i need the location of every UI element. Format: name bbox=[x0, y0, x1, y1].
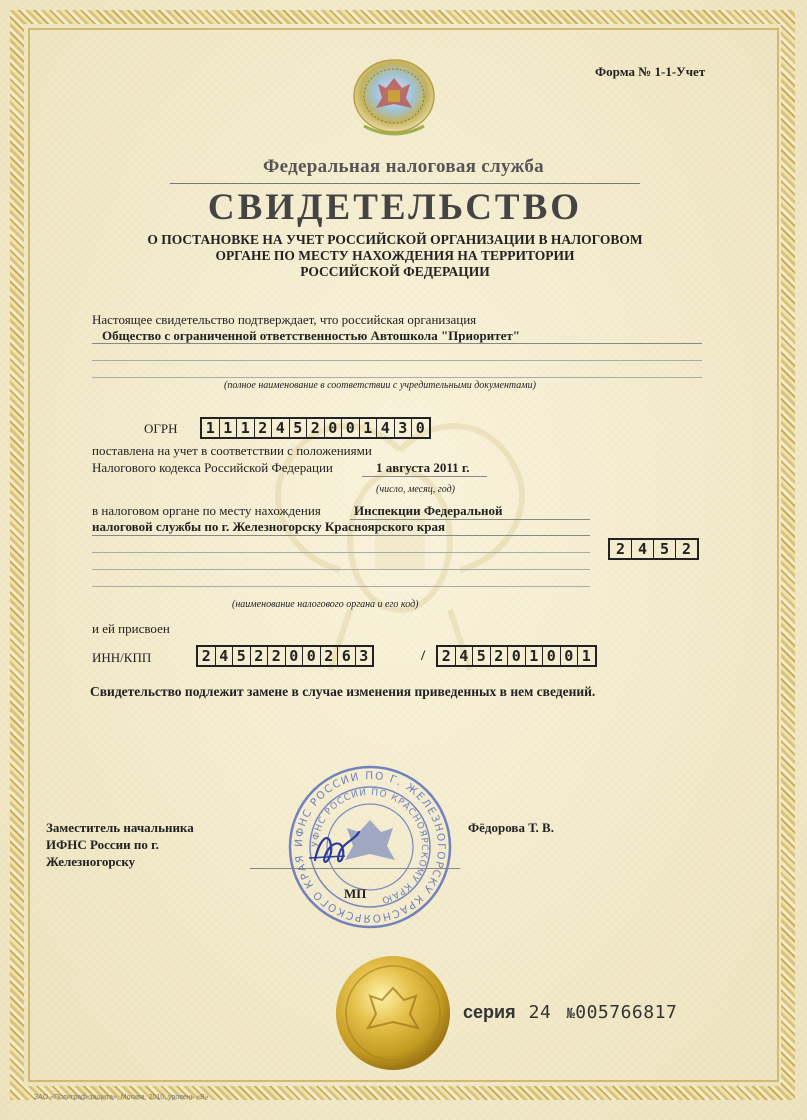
ogrn-digit: 1 bbox=[237, 419, 255, 437]
inn-kpp-label: ИНН/КПП bbox=[92, 650, 152, 665]
kpp-digit: 1 bbox=[581, 647, 591, 665]
tax-office-name-line2: налоговой службы по г. Железногорску Красноярского края bbox=[92, 519, 446, 534]
tax-office-code-boxes bbox=[608, 538, 699, 560]
signature-line bbox=[250, 868, 460, 869]
signature-icon bbox=[305, 820, 375, 880]
inn-digit: 2 bbox=[198, 647, 216, 665]
tax-office-note: (наименование налогового органа и его код) bbox=[232, 599, 419, 610]
ogrn-digit: 3 bbox=[395, 419, 413, 437]
kpp-digit: 2 bbox=[491, 647, 509, 665]
tax-code-digit: 5 bbox=[654, 540, 676, 558]
kpp-digit: 5 bbox=[473, 647, 491, 665]
inn-digit: 0 bbox=[286, 647, 304, 665]
tax-office-name-line1: Инспекции Федеральной bbox=[354, 503, 503, 518]
inn-digit: 2 bbox=[251, 647, 269, 665]
registration-date: 1 августа 2011 г. bbox=[376, 460, 470, 475]
org-name-line bbox=[92, 377, 702, 378]
certificate-subtitle bbox=[0, 232, 790, 280]
inn-digit: 3 bbox=[359, 647, 369, 665]
inn-digit: 4 bbox=[216, 647, 234, 665]
agency-underline bbox=[170, 183, 640, 184]
series-number bbox=[463, 1002, 677, 1023]
tax-code-digit: 2 bbox=[610, 540, 632, 558]
kpp-digit: 0 bbox=[508, 647, 526, 665]
number-sign: № bbox=[566, 1006, 576, 1022]
inn-digit-boxes bbox=[196, 645, 374, 667]
date-note: (число, месяц, год) bbox=[376, 484, 455, 495]
ogrn-digit: 2 bbox=[255, 419, 273, 437]
kpp-digit: 4 bbox=[456, 647, 474, 665]
inn-digit: 6 bbox=[338, 647, 356, 665]
subtitle-line: О ПОСТАНОВКЕ НА УЧЕТ РОССИЙСКОЙ ОРГАНИЗАЦИИ В НАЛОГОВОМ bbox=[147, 232, 643, 247]
registered-text-line2: Налогового кодекса Российской Федерации bbox=[92, 460, 333, 475]
signer-position-line: Железногорску bbox=[46, 854, 136, 869]
series-label: серия bbox=[463, 1002, 516, 1022]
org-name-line bbox=[92, 360, 702, 361]
agency-name: Федеральная налоговая служба bbox=[263, 156, 544, 177]
ogrn-digit: 5 bbox=[290, 419, 308, 437]
replacement-notice: Свидетельство подлежит замене в случае изменения приведенных в нем сведений. bbox=[90, 684, 596, 699]
inn-digit: 2 bbox=[268, 647, 286, 665]
stamp-outer-text: ИФНС РОССИИ ПО Г. ЖЕЛЕЗНОГОРСКУ КРАСНОЯРСКОГО КРАЯ bbox=[292, 769, 448, 925]
stamp-place-mark: МП bbox=[344, 886, 367, 901]
inn-digit: 0 bbox=[303, 647, 321, 665]
tax-office-line bbox=[92, 569, 590, 570]
printer-note: ЗАО «Полиграф-защита», Москва, 2010, уровень «В» bbox=[34, 1094, 209, 1101]
tax-code-digit: 2 bbox=[681, 540, 692, 558]
ogrn-digit: 0 bbox=[325, 419, 343, 437]
ogrn-digit: 1 bbox=[360, 419, 378, 437]
hologram-emblem-icon bbox=[350, 58, 438, 140]
kpp-digit-boxes bbox=[436, 645, 597, 667]
ogrn-digit: 1 bbox=[220, 419, 238, 437]
ogrn-digit: 4 bbox=[377, 419, 395, 437]
organization-name: Общество с ограниченной ответственностью Автошкола "Приоритет" bbox=[102, 328, 520, 343]
series-value: 24 bbox=[528, 1002, 552, 1023]
org-name-line bbox=[92, 343, 702, 344]
inn-kpp-separator: / bbox=[421, 648, 426, 664]
inn-digit: 2 bbox=[321, 647, 339, 665]
ogrn-digit: 2 bbox=[307, 419, 325, 437]
ogrn-label: ОГРН bbox=[144, 421, 178, 436]
ogrn-digit: 1 bbox=[202, 419, 220, 437]
tax-office-line bbox=[92, 535, 590, 536]
assigned-text: и ей присвоен bbox=[92, 621, 170, 636]
ogrn-digit: 4 bbox=[272, 419, 290, 437]
subtitle-line: ОРГАНЕ ПО МЕСТУ НАХОЖДЕНИЯ НА ТЕРРИТОРИИ bbox=[215, 248, 575, 263]
inn-digit: 5 bbox=[233, 647, 251, 665]
form-number: Форма № 1-1-Учет bbox=[595, 64, 706, 79]
gold-seal-icon bbox=[334, 954, 452, 1072]
date-underline bbox=[362, 476, 487, 477]
blank-number: 005766817 bbox=[575, 1002, 678, 1023]
ogrn-digit: 0 bbox=[415, 419, 425, 437]
signer-position-line: ИФНС России по г. bbox=[46, 837, 159, 852]
intro-text: Настоящее свидетельство подтверждает, что российская организация bbox=[92, 312, 477, 327]
kpp-digit: 2 bbox=[438, 647, 456, 665]
registered-text-line1: поставлена на учет в соответствии с положениями bbox=[92, 443, 372, 458]
certificate-title: СВИДЕТЕЛЬСТВО bbox=[207, 187, 583, 228]
tax-office-line bbox=[92, 586, 590, 587]
tax-office-intro: в налоговом органе по месту нахождения bbox=[92, 503, 321, 518]
ogrn-digit-boxes bbox=[200, 417, 431, 439]
kpp-digit: 0 bbox=[543, 647, 561, 665]
tax-office-line bbox=[92, 552, 590, 553]
stamp-inner-text: УФНС РОССИИ ПО КРАСНОЯРСКОМУ КРАЮ bbox=[310, 787, 430, 905]
signer-position-line: Заместитель начальника bbox=[46, 820, 194, 835]
tax-code-digit: 4 bbox=[632, 540, 654, 558]
kpp-digit: 1 bbox=[526, 647, 544, 665]
org-name-note: (полное наименование в соответствии с учредительными документами) bbox=[224, 380, 536, 391]
subtitle-line: РОССИЙСКОЙ ФЕДЕРАЦИИ bbox=[300, 264, 490, 279]
signer-name: Фёдорова Т. В. bbox=[468, 820, 554, 835]
ogrn-digit: 0 bbox=[342, 419, 360, 437]
kpp-digit: 0 bbox=[561, 647, 579, 665]
